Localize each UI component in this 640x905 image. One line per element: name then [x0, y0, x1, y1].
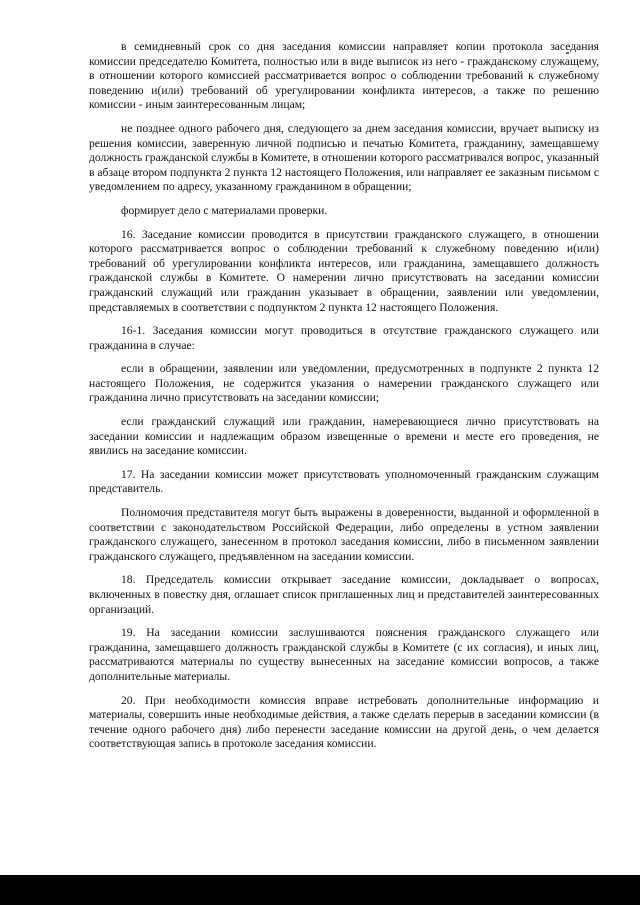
paragraph-decision-extract: не позднее одного рабочего дня, следующего за днем заседания комиссии, вручает выписку из решения комиссии, заверенную личной подписью и печатью Комитета, гражданину, замещавшему должность гражданской службы в Комитете, в отношении которого рассматривался вопрос, указанный в абзаце втором подпункта 2 пункта 12 настоящего Положения, или направляет ее заказным письмом с уведомлением по адресу, указанному гражданином в обращении;: [89, 121, 599, 194]
scan-bottom-border: [0, 875, 640, 905]
document-body: [89, 40, 599, 761]
paragraph-16-1: 16-1. Заседания комиссии могут проводиться в отсутствие гражданского служащего или гражданина в случае:: [89, 324, 599, 352]
paragraph-19: 19. На заседании комиссии заслушиваются пояснения гражданского служащего или гражданина, замещавшего должность гражданской службы в Комитете (с их согласия), и иных лиц, рассматриваются материалы по существу вынесенных на заседание комиссии вопросов, а также дополнительные материалы.: [89, 626, 599, 683]
paragraph-16: 16. Заседание комиссии проводится в присутствии гражданского служащего, в отношении которого рассматривается вопрос о соблюдении требований к служебному поведению и(или) требований об урегулировании конфликта интересов, или гражданина, замещавшего должность гражданской службы в Комитете. О намерении лично присутствовать на заседании комиссии гражданский служащий или гражданин указывает в обращении, заявлении или уведомлении, представляемых в соответствии с подпунктом 2 пункта 12 настоящего Положения.: [89, 227, 599, 314]
paragraph-17-powers: Полномочия представителя могут быть выражены в доверенности, выданной и оформленной в соответствии с законодательством Российской Федерации, либо определены в устном заявлении гражданского служащего, занесенном в протокол заседания комиссии, либо в письменном заявлении гражданского служащего, предъявленном на заседании комиссии.: [89, 506, 599, 563]
paragraph-16-1-case-b: если гражданский служащий или гражданин, намеревающиеся лично присутствовать на заседании комиссии и надлежащим образом извещенные о времени и месте его проведения, не явились на заседание комиссии.: [89, 415, 599, 458]
paragraph-17: 17. На заседании комиссии может присутствовать уполномоченный гражданским служащим представитель.: [89, 467, 599, 496]
paragraph-18: 18. Председатель комиссии открывает заседание комиссии, докладывает о вопросах, включенных в повестку дня, оглашает список приглашенных лиц и представителей заинтересованных организаций.: [89, 573, 599, 616]
paragraph-20: 20. При необходимости комиссия вправе истребовать дополнительные информацию и материалы, совершить иные необходимые действия, а также сделать перерыв в заседании комиссии (в течение одного рабочего дня) либо перенести заседание комиссии на другой день, о чем делается соответствующая запись в протоколе заседания комиссии.: [89, 693, 599, 751]
paragraph-protocol-copies: в семидневный срок со дня заседания комиссии направляет копии протокола заседания комиссии председателю Комитета, полностью или в виде выписок из него - гражданскому служащему, в отношении которого комиссией рассматривается вопрос о соблюдении требований к служебному поведению и(или) требований об урегулировании конфликта интересов, а также по решению комиссии - иным заинтересованным лицам;: [89, 40, 599, 112]
paragraph-case-file: формирует дело с материалами проверки.: [121, 203, 328, 217]
paragraph-16-1-case-a: если в обращении, заявлении или уведомлении, предусмотренных в подпункте 2 пункта 12 настоящего Положения, не содержится указания о намерении гражданского служащего или гражданина лично присутствовать на заседании комиссии;: [89, 362, 599, 405]
